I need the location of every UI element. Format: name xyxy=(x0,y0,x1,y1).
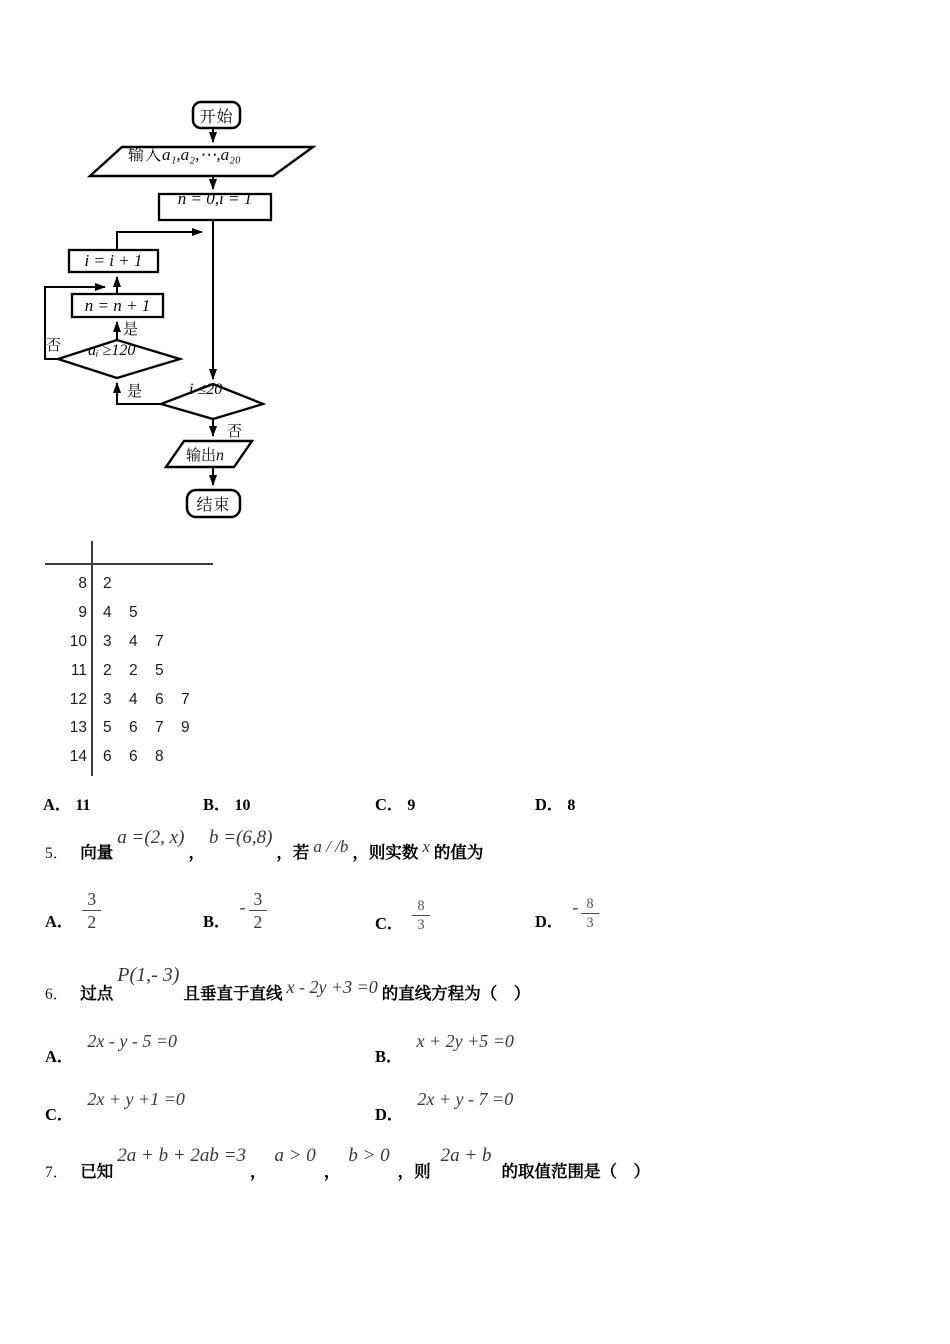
leaf-value: 2 xyxy=(103,575,112,593)
q5-option-d-letter: D． xyxy=(535,912,564,931)
q6-math-line: x - 2y +3 =0 xyxy=(286,977,378,997)
output-label-math: n xyxy=(216,447,225,464)
stem-value: 10 xyxy=(69,632,87,650)
q4-option-d-value: 8 xyxy=(567,797,576,814)
q4-option-d-letter: D． xyxy=(535,795,564,814)
q6-math-point: P(1,- 3) xyxy=(117,964,180,986)
q4-option-c-letter: C． xyxy=(375,795,404,814)
q4-option-d xyxy=(535,791,575,815)
q6-option-d-formula: 2x + y - 7 =0 xyxy=(417,1089,514,1109)
input-label-math: a₁,a₂,⋯,a₂₀ xyxy=(162,145,241,164)
q5-math-a: a =(2, x) xyxy=(117,827,185,848)
stemleaf-row xyxy=(45,656,285,685)
q5-option-b-letter: B． xyxy=(203,912,231,931)
leaf-value: 9 xyxy=(181,719,190,737)
output-label-cn: 输出 xyxy=(186,448,217,464)
q5-stem xyxy=(45,824,483,862)
input-label-cn: 输入 xyxy=(128,147,163,164)
q7-math-target: 2a + b xyxy=(440,1145,492,1166)
end-label: 结束 xyxy=(196,497,231,514)
q6-option-b-letter: B． xyxy=(375,1047,403,1066)
q4-option-b-letter: B． xyxy=(203,795,231,814)
stemleaf-row xyxy=(45,599,285,628)
q7-comma-2: ， xyxy=(323,1162,341,1181)
q7-math-equation: 2a + b + 2ab =3 xyxy=(117,1145,246,1166)
q7-number: 7． xyxy=(45,1164,69,1181)
stemleaf-rows xyxy=(45,570,285,772)
q5-option-c-fraction xyxy=(412,898,429,934)
stem-value: 8 xyxy=(78,575,87,593)
q6-option-d xyxy=(375,1086,514,1124)
fraction-denominator: 3 xyxy=(417,917,425,934)
q5-option-c xyxy=(375,886,430,934)
q7-text-2: ，则 xyxy=(397,1162,431,1181)
q7-text: 已知 xyxy=(80,1162,114,1181)
q5-text-4: 的值为 xyxy=(433,843,484,862)
q5-option-a-letter: A． xyxy=(45,912,74,931)
yes-a-label: 是 xyxy=(123,322,139,338)
leaf-value: 2 xyxy=(103,661,112,679)
q4-option-c-value: 9 xyxy=(407,797,416,814)
cond-i-label: i ≤20 xyxy=(189,381,223,398)
q5-math-x: x xyxy=(422,837,430,856)
q5-option-d xyxy=(535,884,599,932)
leaf-value: 8 xyxy=(155,748,164,766)
q6-option-d-letter: D． xyxy=(375,1105,404,1124)
q6-text-3: 的直线方程为（ ） xyxy=(381,984,531,1003)
q5-text: 向量 xyxy=(80,843,114,862)
q7-math-b-positive: b > 0 xyxy=(348,1145,390,1166)
q6-stem xyxy=(45,962,530,1004)
inc-n-label: n = n + 1 xyxy=(84,295,151,315)
leaf-value: 6 xyxy=(103,748,112,766)
q5-math-b: b =(6,8) xyxy=(208,827,273,848)
stem-value: 9 xyxy=(78,604,87,622)
q4-option-a xyxy=(43,791,91,815)
q7-math-a-positive: a > 0 xyxy=(274,1145,316,1166)
minus-sign: - xyxy=(572,897,579,917)
fraction-numerator: 3 xyxy=(82,889,101,911)
leaf-value: 7 xyxy=(155,719,164,737)
q7-stem xyxy=(45,1142,650,1182)
output-label xyxy=(186,444,224,465)
stem-value: 12 xyxy=(69,690,87,708)
leaf-value: 4 xyxy=(129,632,138,650)
q6-option-b xyxy=(375,1028,514,1066)
fraction-denominator: 2 xyxy=(87,911,97,932)
fraction-denominator: 2 xyxy=(253,911,263,932)
q4-option-a-value: 11 xyxy=(75,797,91,814)
leaf-value: 7 xyxy=(155,632,164,650)
fraction-numerator: 3 xyxy=(249,889,268,911)
leaf-value: 2 xyxy=(129,661,138,679)
no-i-label: 否 xyxy=(227,424,243,440)
stemleaf-row xyxy=(45,628,285,657)
q5-math-parallel: a / /b xyxy=(313,837,349,856)
q6-option-c-formula: 2x + y +1 =0 xyxy=(87,1089,185,1109)
q6-text-2: 且垂直于直线 xyxy=(183,984,283,1003)
q5-number: 5． xyxy=(45,845,69,862)
leaf-value: 6 xyxy=(129,748,138,766)
q5-comma: ， xyxy=(188,843,205,862)
leaf-value: 5 xyxy=(103,719,112,737)
init-label: n = 0,i = 1 xyxy=(177,189,253,208)
q5-option-b-fraction xyxy=(249,889,268,932)
q5-option-d-fraction xyxy=(581,896,598,932)
stemleaf-horizontal-line xyxy=(45,563,213,565)
leaf-value: 6 xyxy=(155,690,164,708)
leaf-value: 7 xyxy=(181,690,190,708)
q4-option-a-letter: A． xyxy=(43,795,72,814)
input-label xyxy=(128,142,241,165)
fraction-numerator: 8 xyxy=(412,898,429,917)
stemleaf-row xyxy=(45,743,285,772)
q5-text-2: ，若 xyxy=(276,843,310,862)
stemleaf-row xyxy=(45,714,285,743)
leaf-value: 3 xyxy=(103,690,112,708)
q6-option-c xyxy=(45,1086,185,1124)
leaf-value: 5 xyxy=(129,604,138,622)
cond-a-label: aᵢ ≥120 xyxy=(88,342,136,359)
stem-value: 11 xyxy=(70,661,87,679)
q5-option-a-fraction xyxy=(82,889,101,932)
yes-i-label: 是 xyxy=(127,384,143,400)
q4-option-b-value: 10 xyxy=(234,797,251,814)
q5-option-a xyxy=(45,884,101,932)
q6-option-b-formula: x + 2y +5 =0 xyxy=(416,1031,514,1051)
fraction-numerator: 8 xyxy=(581,896,598,915)
q5-option-c-letter: C． xyxy=(375,914,404,933)
q6-option-a xyxy=(45,1028,178,1066)
q5-option-b xyxy=(203,884,267,932)
leaf-value: 4 xyxy=(103,604,112,622)
stem-value: 13 xyxy=(69,719,87,737)
q6-text: 过点 xyxy=(80,984,114,1003)
q7-text-3: 的取值范围是（ ） xyxy=(501,1162,650,1181)
stemleaf-row xyxy=(45,570,285,599)
q5-text-3: ，则实数 xyxy=(352,843,419,862)
q6-option-c-letter: C． xyxy=(45,1105,74,1124)
fraction-denominator: 3 xyxy=(586,915,594,932)
start-label: 开始 xyxy=(199,108,234,126)
q4-option-b xyxy=(203,791,251,815)
stem-value: 14 xyxy=(69,748,87,766)
leaf-value: 3 xyxy=(103,632,112,650)
q7-comma: ， xyxy=(249,1162,267,1181)
no-a-label: 否 xyxy=(46,338,62,354)
stemleaf-row xyxy=(45,685,285,714)
minus-sign: - xyxy=(239,897,246,917)
q6-option-a-letter: A． xyxy=(45,1047,74,1066)
inc-i-label: i = i + 1 xyxy=(84,251,143,270)
q6-number: 6． xyxy=(45,986,69,1003)
leaf-value: 4 xyxy=(129,690,138,708)
q4-option-c xyxy=(375,791,415,815)
connector-inci-main xyxy=(117,232,202,250)
leaf-value: 6 xyxy=(129,719,138,737)
leaf-value: 5 xyxy=(155,661,164,679)
q6-option-a-formula: 2x - y - 5 =0 xyxy=(87,1031,178,1051)
